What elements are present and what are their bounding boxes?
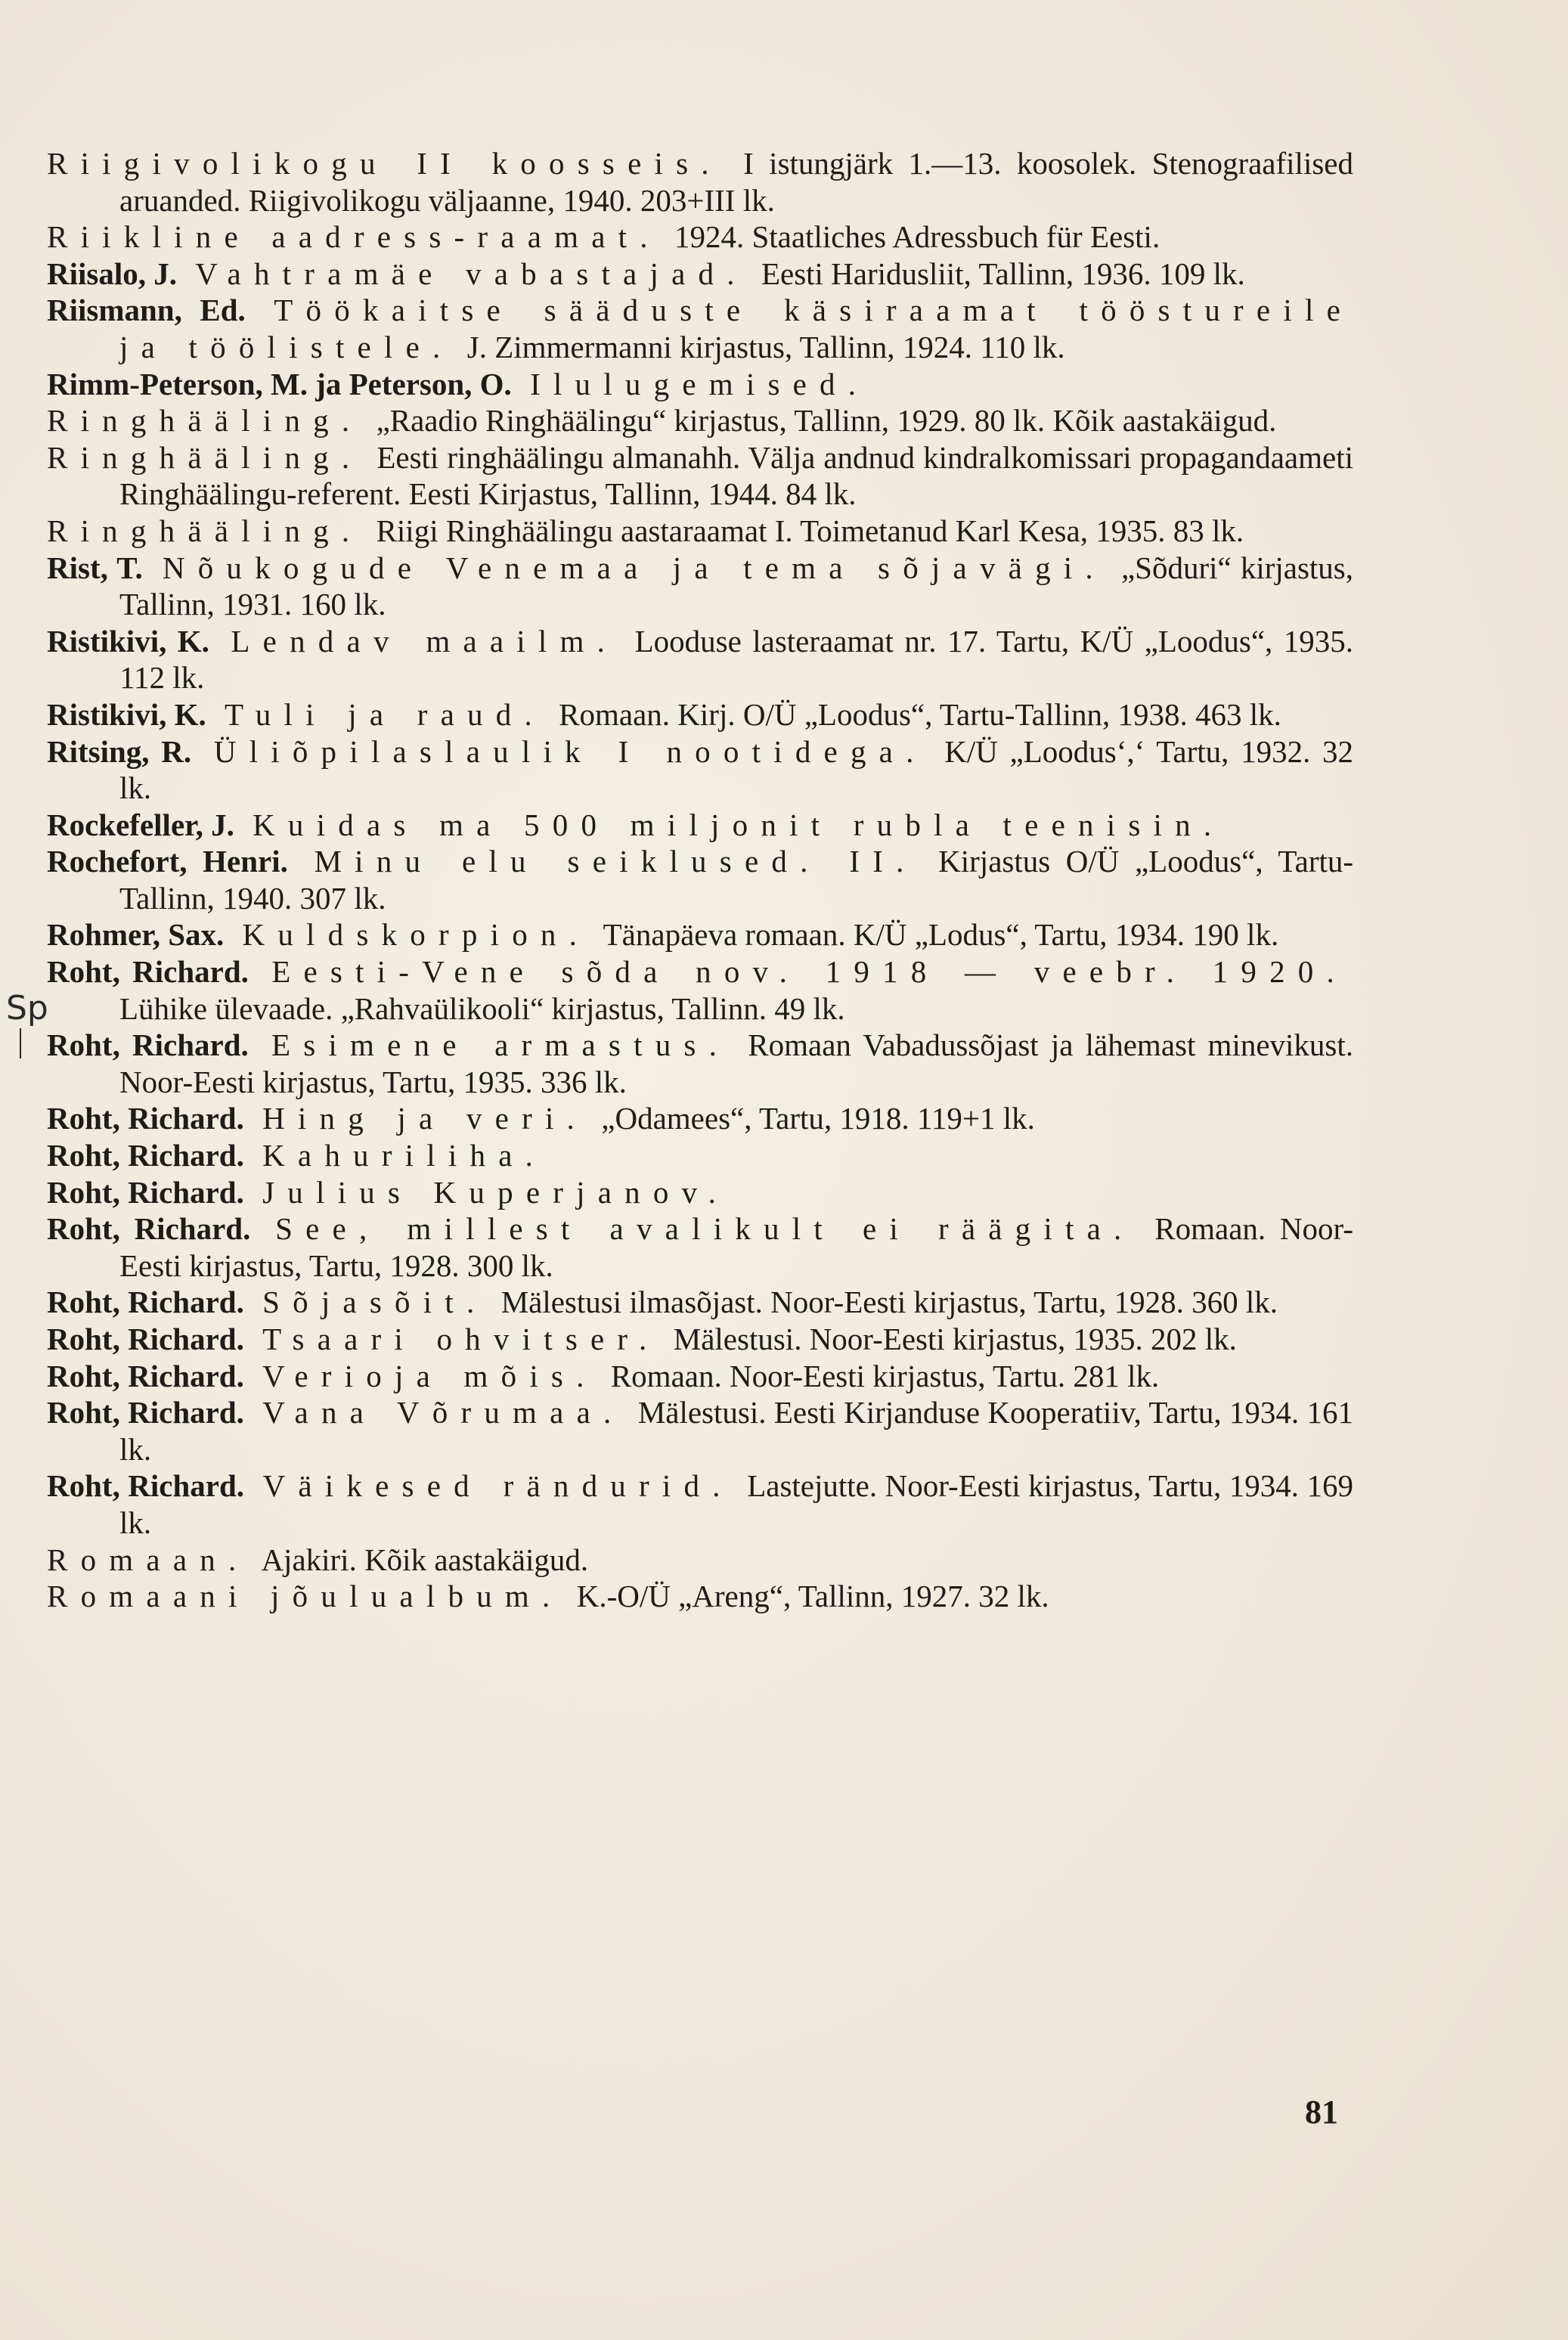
entry-author: Ristikivi, K.	[47, 696, 206, 732]
entry-pub: Eesti Haridusliit, Tallinn, 1936. 109 lk.	[761, 256, 1245, 291]
entry-pub: K/Ü „Loodus‘,‘ Tartu, 1932. 32 lk.	[119, 733, 1354, 806]
bibliography-entry	[47, 623, 1353, 696]
entry-pub: „Raadio Ringhäälingu“ kirjastus, Tallinn, 1929. 80 lk. Kõik aastakäigud.	[376, 403, 1277, 439]
entry-title: Väikesed rändurid.	[262, 1468, 733, 1504]
entry-pub: I istungjärk 1.—13. koosolek. Stenograafilised aruanded. Riigivolikogu väljaanne, 1940. 203+III lk.	[119, 146, 1353, 218]
entry-title: Lendav maailm.	[231, 623, 618, 659]
entry-author: Roht, Richard.	[47, 1211, 251, 1247]
entry-pub: Looduse lasteraamat nr. 17. Tartu, K/Ü „Loodus“, 1935. 112 lk.	[119, 623, 1353, 696]
bibliography-entry	[47, 1321, 1353, 1358]
entry-title: Kuldskorpion.	[242, 917, 590, 953]
entry-title: Romaani jõulualbum.	[47, 1579, 563, 1614]
entry-author: Riisalo, J.	[47, 256, 177, 291]
bibliography-entry	[47, 256, 1353, 293]
entry-title: Nõukogude Venemaa ja tema sõjavägi.	[162, 550, 1106, 585]
entry-pub: Lühike ülevaade. „Rahvaülikooli“ kirjastus, Tallinn. 49 lk.	[119, 990, 845, 1026]
bibliography-list	[47, 145, 1353, 1615]
entry-title: Ringhääling.	[47, 439, 363, 475]
bibliography-entry	[47, 843, 1353, 916]
bibliography-entry	[47, 953, 1353, 1027]
page-number: 81	[1305, 2094, 1338, 2131]
handwritten-margin-note: Sp	[6, 989, 48, 1027]
entry-pub: Eesti ringhäälingu almanahh. Välja andnud kindralkomissari propagandaameti Ringhäälingu-referent. Eesti Kirjastus, Tallinn, 1944. 84 lk.	[119, 439, 1353, 512]
entry-author: Roht, Richard.	[47, 1101, 244, 1136]
entry-pub: Romaan. Noor-Eesti kirjastus, Tartu, 1928. 300 lk.	[119, 1211, 1354, 1283]
bibliography-entry	[47, 733, 1353, 807]
entry-title: Kahuriliha.	[262, 1138, 547, 1173]
entry-pub: Ajakiri. Kõik aastakäigud.	[261, 1542, 589, 1577]
entry-pub: Romaan. Kirj. O/Ü „Loodus“, Tartu-Tallinn, 1938. 463 lk.	[559, 696, 1281, 732]
entry-pub: Mälestusi ilmasõjast. Noor-Eesti kirjastus, Tartu, 1928. 360 lk.	[500, 1285, 1278, 1320]
bibliography-entry	[47, 550, 1353, 623]
entry-author: Roht, Richard.	[47, 1285, 244, 1320]
entry-title: Tuli ja raud.	[224, 696, 545, 732]
entry-author: Rockefeller, J.	[47, 807, 234, 842]
entry-title: Üliõpilaslaulik I nootidega.	[213, 733, 927, 769]
entry-title: Romaan.	[47, 1542, 249, 1577]
entry-author: Rimm-Peterson, M. ja Peterson, O.	[47, 366, 512, 401]
bibliography-entry	[47, 145, 1353, 219]
handwritten-margin-mark	[20, 1028, 21, 1058]
entry-author: Roht, Richard.	[47, 1358, 244, 1393]
entry-title: Ilulugemised.	[530, 366, 869, 401]
entry-pub: Tänapäeva romaan. K/Ü „Lodus“, Tartu, 1934. 190 lk.	[603, 917, 1279, 953]
entry-author: Roht, Richard.	[47, 1468, 245, 1504]
entry-title: Töökaitse sääduste käsiraamat tööstureile ja töölistele.	[119, 293, 1353, 364]
bibliography-entry	[47, 696, 1353, 733]
bibliography-entry	[47, 219, 1353, 256]
entry-author: Rohmer, Sax.	[47, 917, 225, 953]
entry-author: Roht, Richard.	[47, 1395, 244, 1430]
entry-title: Riikline aadress-raamat.	[47, 219, 661, 255]
entry-title: Sõjasõit.	[262, 1285, 488, 1320]
bibliography-entry	[47, 916, 1353, 953]
entry-author: Roht, Richard.	[47, 1322, 244, 1356]
entry-title: Minu elu seiklused. II.	[314, 844, 917, 879]
entry-pub: Riigi Ringhäälingu aastaraamat I. Toimetanud Karl Kesa, 1935. 83 lk.	[376, 513, 1244, 548]
entry-pub: J. Zimmermanni kirjastus, Tallinn, 1924. 110 lk.	[466, 329, 1065, 364]
bibliography-entry	[47, 439, 1353, 513]
bibliography-entry	[47, 366, 1353, 403]
bibliography-entry	[47, 1578, 1353, 1615]
entry-author: Ristikivi, K.	[47, 623, 209, 659]
entry-author: Roht, Richard.	[47, 1138, 244, 1173]
bibliography-entry	[47, 1358, 1353, 1395]
entry-author: Rist, T.	[47, 550, 143, 585]
entry-title: Tsaari ohvitser.	[262, 1322, 660, 1356]
entry-author: Roht, Richard.	[47, 1027, 249, 1063]
entry-title: Riigivolikogu II koosseis.	[47, 146, 722, 181]
entry-pub: Mälestusi. Eesti Kirjanduse Kooperatiiv, Tartu, 1934. 161 lk.	[119, 1395, 1353, 1467]
bibliography-entry	[47, 513, 1353, 550]
entry-author: Ritsing, R.	[47, 733, 192, 769]
entry-author: Roht, Richard.	[47, 1174, 244, 1210]
entry-pub: „Odamees“, Tartu, 1918. 119+1 lk.	[601, 1101, 1035, 1136]
entry-title: Kuidas ma 500 miljonit rubla teenisin.	[253, 807, 1225, 842]
bibliography-entry	[47, 807, 1353, 844]
bibliography-entry	[47, 1027, 1353, 1100]
bibliography-entry	[47, 1394, 1353, 1468]
entry-pub: Romaan. Noor-Eesti kirjastus, Tartu. 281 lk.	[610, 1358, 1160, 1393]
entry-title: Vana Võrumaa.	[262, 1395, 624, 1430]
entry-title: See, millest avalikult ei räägita.	[275, 1211, 1135, 1247]
bibliography-entry	[47, 1137, 1353, 1174]
bibliography-entry	[47, 1210, 1353, 1284]
bibliography-entry	[47, 1174, 1353, 1211]
bibliography-entry	[47, 1284, 1353, 1321]
bibliography-entry	[47, 1468, 1353, 1541]
entry-pub: Kirjastus O/Ü „Loodus“, Tartu-Tallinn, 1940. 307 lk.	[119, 844, 1354, 916]
bibliography-entry	[47, 402, 1353, 439]
entry-pub: „Sõduri“ kirjastus, Tallinn, 1931. 160 lk.	[119, 550, 1354, 622]
bibliography-entry	[47, 1542, 1353, 1579]
entry-title: Julius Kuperjanov.	[262, 1174, 730, 1210]
entry-author: Rochefort, Henri.	[47, 844, 288, 879]
entry-title: Ringhääling.	[47, 513, 363, 548]
entry-title: Eesti-Vene sõda nov. 1918 — veebr. 1920.	[271, 954, 1347, 990]
entry-pub: Romaan Vabadussõjast ja lähemast minevikust. Noor-Eesti kirjastus, Tartu, 1935. 336 lk.	[119, 1027, 1354, 1099]
bibliography-entry	[47, 292, 1353, 365]
entry-pub: Mälestusi. Noor-Eesti kirjastus, 1935. 202 lk.	[673, 1322, 1237, 1356]
entry-title: Hing ja veri.	[262, 1101, 588, 1136]
entry-title: Verioja mõis.	[262, 1358, 597, 1393]
entry-title: Esimene armastus.	[271, 1027, 730, 1063]
entry-title: Vahtramäe vabastajad.	[195, 256, 748, 291]
entry-author: Roht, Richard.	[47, 954, 249, 990]
entry-pub: Lastejutte. Noor-Eesti kirjastus, Tartu, 1934. 169 lk.	[119, 1468, 1354, 1540]
bibliography-entry	[47, 1100, 1353, 1137]
entry-pub: K.-O/Ü „Areng“, Tallinn, 1927. 32 lk.	[576, 1579, 1049, 1614]
entry-title: Ringhääling.	[47, 403, 363, 439]
entry-author: Riismann, Ed.	[47, 293, 246, 328]
entry-pub: 1924. Staatliches Adressbuch für Eesti.	[674, 219, 1161, 255]
